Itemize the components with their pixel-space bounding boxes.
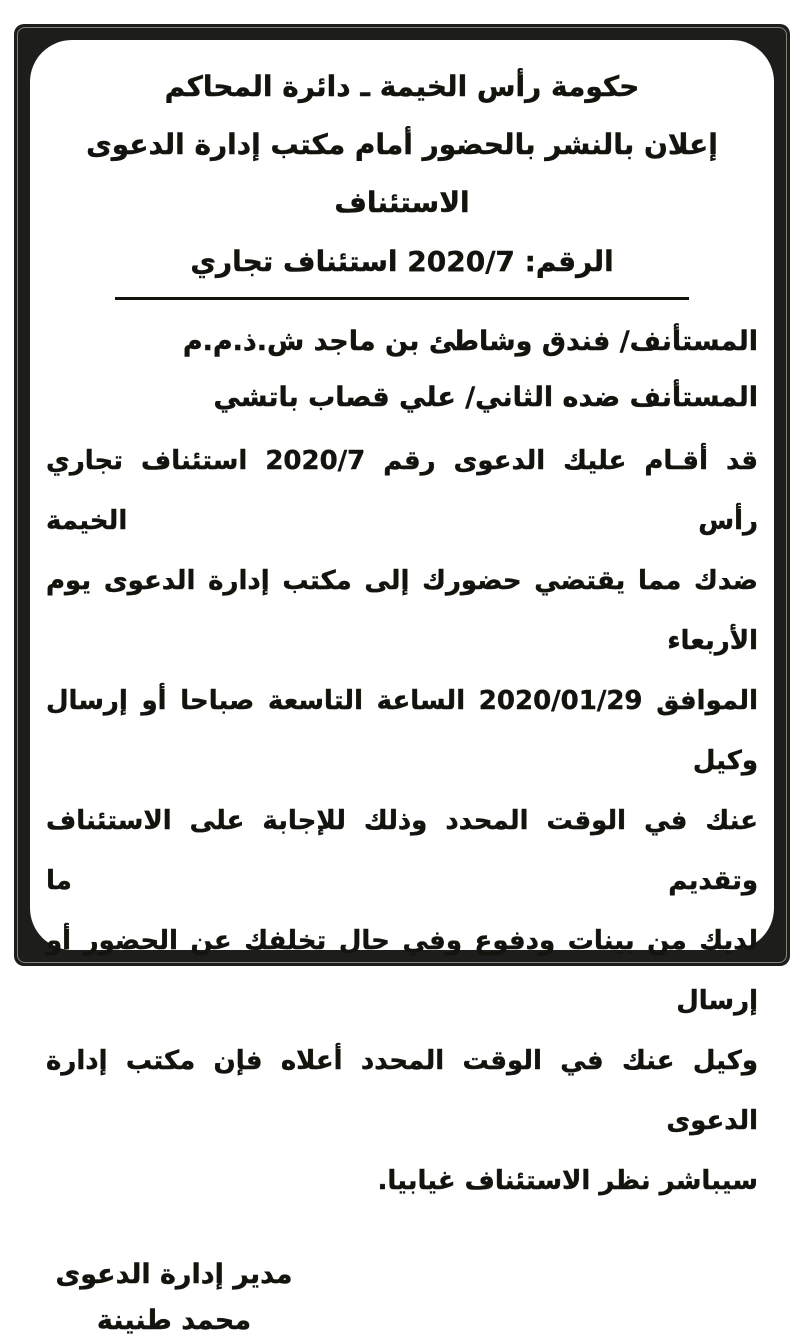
body-line: وكيل عنك في الوقت المحدد أعلاه فإن مكتب إدارة الدعوى (46, 1046, 758, 1136)
body-line: قد أقـام عليك الدعوى رقم 2020/7 استئناف تجاري رأس الخيمة (46, 446, 759, 536)
notice-border-frame (14, 24, 790, 1336)
authority-title: حكومة رأس الخيمة ـ دائرة المحاكم (164, 70, 640, 103)
signatory-name: محمد طنينة (96, 1305, 252, 1336)
notice-title: إعلان بالنشر بالحضور أمام مكتب إدارة الدعوى الاستئناف (86, 128, 718, 219)
header-divider (115, 297, 689, 300)
appellant-line: المستأنف/ فندق وشاطئ بن ماجد ش.ذ.م.م (182, 326, 758, 357)
signatory-title: مدير إدارة الدعوى (55, 1259, 293, 1290)
notice-header (46, 58, 758, 292)
signature-block (50, 1251, 298, 1343)
body-line: عنك في الوقت المحدد وذلك للإجابة على الاستئناف وتقديم ما (46, 806, 758, 896)
body-line: سيباشر نظر الاستئناف غيابيا. (377, 1166, 758, 1196)
appellee-line: المستأنف ضده الثاني/ علي قصاب باتشي (213, 382, 758, 413)
notice-body (46, 431, 758, 1211)
notice-paper (30, 40, 774, 1336)
parties-section (46, 314, 758, 426)
body-line: لديك من بينات ودفوع وفي حال تخلفك عن الحضور أو إرسال (46, 926, 758, 1016)
case-number-line: الرقم: 2020/7 استئناف تجاري (190, 245, 614, 278)
body-line: ضدك مما يقتضي حضورك إلى مكتب إدارة الدعوى يوم الأربعاء (46, 566, 758, 656)
notice-content (30, 40, 774, 1336)
body-line: الموافق 2020/01/29 الساعة التاسعة صباحا أو إرسال وكيل (46, 686, 758, 776)
